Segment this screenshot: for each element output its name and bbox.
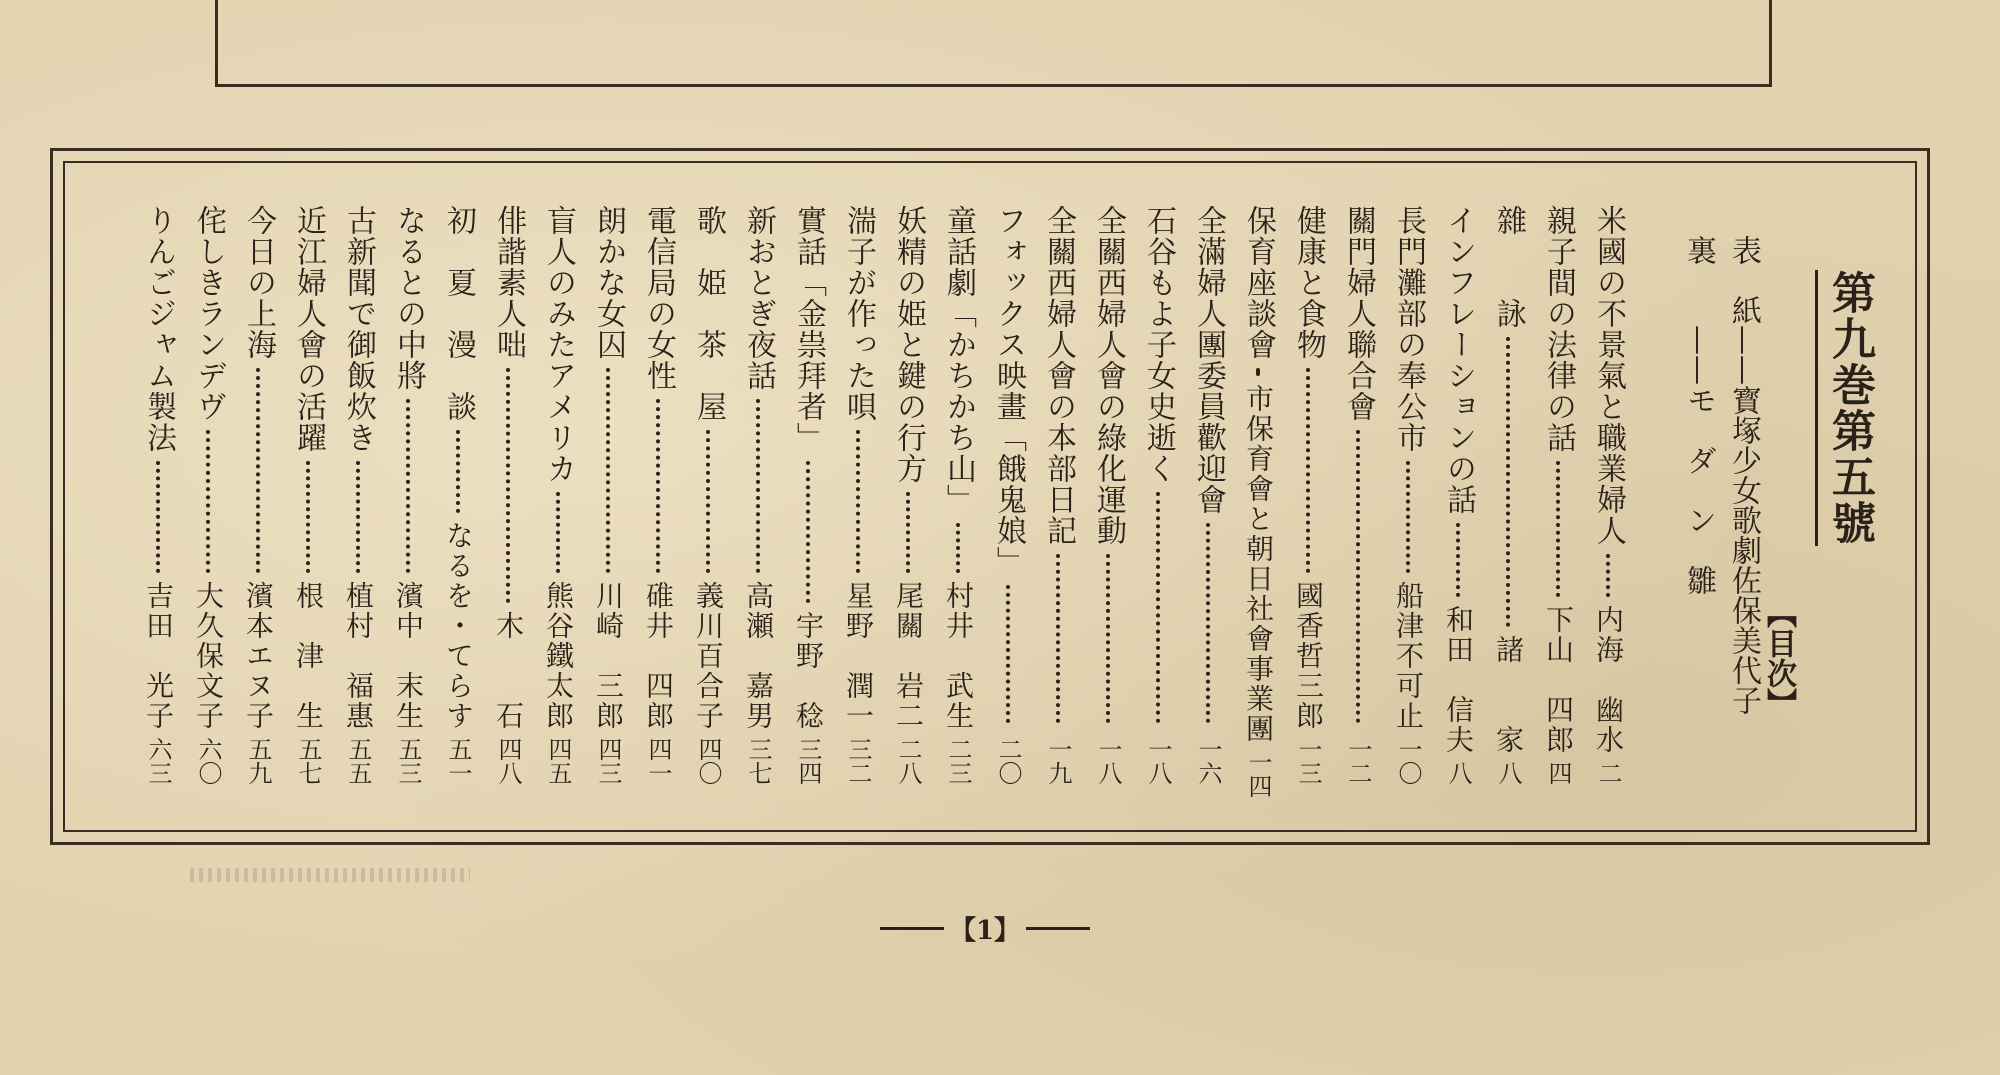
toc-entry-page: 五九 bbox=[244, 737, 272, 785]
toc-entry-leader-dots bbox=[606, 368, 610, 573]
toc-entry-title: 關門婦人聯合會 bbox=[1341, 205, 1376, 422]
toc-entry-title: 侘しきランデヴ bbox=[191, 205, 226, 422]
toc-entry-author: 宇野 稔 bbox=[792, 611, 825, 731]
toc-entry-author: 木 石 bbox=[492, 611, 525, 731]
toc-entry bbox=[1490, 205, 1526, 785]
toc-entry bbox=[1440, 205, 1476, 785]
toc-entry-title: インフレーションの話 bbox=[1441, 205, 1476, 515]
toc-entry-page: 八 bbox=[1494, 761, 1522, 785]
toc-entry bbox=[1190, 205, 1226, 785]
cover-front-label: 表 紙 bbox=[1726, 235, 1761, 325]
toc-entry bbox=[290, 205, 326, 785]
toc-entry bbox=[590, 205, 626, 785]
toc-entry-title: 全關西婦人會の綠化運動 bbox=[1091, 205, 1126, 546]
toc-entry bbox=[190, 205, 226, 785]
toc-entry-title: 實話「金祟拜者」 bbox=[791, 205, 826, 453]
toc-entry bbox=[790, 205, 826, 785]
toc-entry-title: 古新聞で御飯炊き bbox=[341, 205, 376, 453]
toc-entry-author: 高瀬 嘉男 bbox=[742, 581, 775, 731]
toc-entry-page: 三四 bbox=[794, 737, 822, 785]
toc-entry-title: 雜 詠 bbox=[1491, 205, 1526, 329]
toc-entry bbox=[1240, 205, 1276, 798]
toc-entry-leader-dots bbox=[1506, 337, 1510, 627]
toc-entry-author: 諸 家 bbox=[1492, 635, 1525, 755]
issue-title: 第九巻第五號 bbox=[1815, 270, 1876, 546]
toc-entry-title: 親子間の法律の話 bbox=[1541, 205, 1576, 453]
toc-entry bbox=[1390, 205, 1426, 785]
toc-entry-title: 今日の上海 bbox=[241, 205, 276, 360]
toc-entry-page: 三二 bbox=[844, 737, 872, 785]
toc-entry-leader-dots bbox=[906, 492, 910, 573]
toc-entry-title: 朗かな女囚 bbox=[591, 205, 626, 360]
toc-entry-author: 濱本エヌ子 bbox=[242, 581, 275, 731]
toc-entry bbox=[390, 205, 426, 785]
toc-entry-leader-dots bbox=[1306, 368, 1310, 573]
toc-entry bbox=[340, 205, 376, 785]
toc-entry-leader-dots bbox=[1006, 585, 1010, 723]
toc-entry-page: 五五 bbox=[344, 737, 372, 785]
toc-entry-page: 三七 bbox=[744, 737, 772, 785]
toc-entry-author: 川崎 三郎 bbox=[592, 581, 625, 731]
toc-entry-page: 二三 bbox=[944, 737, 972, 785]
toc-entry bbox=[1140, 205, 1176, 785]
toc-entry-author: 熊谷鐵太郎 bbox=[542, 581, 575, 731]
toc-label: 【目次】 bbox=[1761, 598, 1796, 718]
toc-entry-leader-dots bbox=[1156, 492, 1160, 723]
toc-entry-page: 二八 bbox=[894, 737, 922, 785]
toc-entry-page: 五一 bbox=[444, 737, 472, 785]
toc-entry-leader-dots bbox=[1256, 368, 1260, 376]
toc-entry bbox=[1340, 205, 1376, 785]
toc-entry-author: 吉田 光子 bbox=[142, 581, 175, 731]
toc-entry-author: 村井 武生 bbox=[942, 581, 975, 731]
toc-entry-leader-dots bbox=[1456, 523, 1460, 597]
cover-back-text: モ ダ ン 雛 bbox=[1681, 385, 1716, 595]
toc-entry-leader-dots bbox=[456, 430, 460, 513]
toc-entry-title: 近江婦人會の活躍 bbox=[291, 205, 326, 453]
toc-entry bbox=[1290, 205, 1326, 785]
toc-entry-title: 保育座談會 bbox=[1241, 205, 1276, 360]
toc-entry-title: 米國の不景氣と職業婦人 bbox=[1591, 205, 1626, 546]
toc-entry-title: 盲人のみたアメリカ bbox=[541, 205, 576, 484]
toc-entry-leader-dots bbox=[256, 368, 260, 573]
page-number-rule-left bbox=[880, 927, 944, 930]
toc-entry-page: 一〇 bbox=[1394, 737, 1422, 785]
toc-entry bbox=[490, 205, 526, 785]
ink-smudge bbox=[190, 868, 470, 882]
toc-entry-leader-dots bbox=[1056, 554, 1060, 723]
toc-entry-page: 四 bbox=[1544, 761, 1572, 785]
toc-entry-title: 妖精の姫と鍵の行方 bbox=[891, 205, 926, 484]
toc-entry-leader-dots bbox=[506, 368, 510, 603]
toc-entry bbox=[540, 205, 576, 785]
toc-entry-author: 船津不可止 bbox=[1392, 581, 1425, 731]
toc-entry bbox=[990, 205, 1026, 785]
toc-entry-author: 内海 幽水 bbox=[1592, 605, 1625, 755]
page-number bbox=[880, 908, 1090, 948]
toc-entry-page: 一二 bbox=[1344, 737, 1372, 785]
toc-entry-title: 童話劇「かちかち山」 bbox=[941, 205, 976, 515]
toc-entry-leader-dots bbox=[706, 430, 710, 573]
toc-entry-leader-dots bbox=[1356, 430, 1360, 723]
toc-entry bbox=[1590, 205, 1626, 785]
toc-entry-author: 和田 信夫 bbox=[1442, 605, 1475, 755]
page-number-label: 【1】 bbox=[949, 915, 1021, 946]
toc-entry-author: 國香哲三郎 bbox=[1292, 581, 1325, 731]
toc-entry-page: 一八 bbox=[1094, 737, 1122, 785]
toc-entry bbox=[1540, 205, 1576, 785]
toc-entry-title: 全滿婦人團委員歡迎會 bbox=[1191, 205, 1226, 515]
toc-entry-author: 根 津 生 bbox=[292, 581, 325, 731]
toc-entry-author: 星野 潤一 bbox=[842, 581, 875, 731]
toc-entry-page: 六〇 bbox=[194, 737, 222, 785]
toc-entry bbox=[890, 205, 926, 785]
toc-entry-author: なるを・てらす bbox=[442, 521, 475, 731]
toc-entry bbox=[1040, 205, 1076, 785]
toc-entry-author: 碓井 四郎 bbox=[642, 581, 675, 731]
toc-entry bbox=[1090, 205, 1126, 785]
toc-entry-leader-dots bbox=[1106, 554, 1110, 723]
toc-entry-title: 新おとぎ夜話 bbox=[741, 205, 776, 391]
toc-entry-title: 初 夏 漫 談 bbox=[441, 205, 476, 422]
toc-entry-author: 下山 四郎 bbox=[1542, 605, 1575, 755]
toc-entry-leader-dots bbox=[1406, 461, 1410, 573]
toc-entry-page: 一四 bbox=[1244, 750, 1272, 798]
toc-entry-page: 一六 bbox=[1194, 737, 1222, 785]
toc-entry-leader-dots bbox=[956, 523, 960, 573]
toc-entry bbox=[440, 205, 476, 785]
toc-entry-leader-dots bbox=[756, 399, 760, 573]
toc-entry bbox=[240, 205, 276, 785]
cover-front-text: 寳塚少女歌劇佐保美代子 bbox=[1726, 385, 1761, 715]
toc-entry bbox=[640, 205, 676, 785]
toc-entry-author: 大久保文子 bbox=[192, 581, 225, 731]
toc-entry bbox=[140, 205, 176, 785]
toc-entry bbox=[840, 205, 876, 785]
toc-entry-leader-dots bbox=[206, 430, 210, 573]
cover-back-line bbox=[1680, 235, 1716, 595]
toc-entry-title: フォックス映畫「餓鬼娘」 bbox=[991, 205, 1026, 577]
toc-entry-page: 四五 bbox=[544, 737, 572, 785]
toc-entry-page: 一三 bbox=[1294, 737, 1322, 785]
page-number-rule-right bbox=[1026, 927, 1090, 930]
toc-entry-title: 石谷もよ子女史逝く bbox=[1141, 205, 1176, 484]
toc-entry-title: りんごジャム製法 bbox=[141, 205, 176, 453]
toc-entry-leader-dots bbox=[656, 399, 660, 573]
toc-entry-page: 八 bbox=[1444, 761, 1472, 785]
toc-entry-page: 五七 bbox=[294, 737, 322, 785]
cover-back-dash: —— bbox=[1681, 325, 1716, 385]
toc-entry-leader-dots bbox=[1606, 554, 1610, 597]
cover-front-dash: —— bbox=[1726, 325, 1761, 385]
cover-back-label: 裏 bbox=[1681, 235, 1716, 265]
toc-entry-page: 二 bbox=[1594, 761, 1622, 785]
toc-entry-title: 全關西婦人會の本部日記 bbox=[1041, 205, 1076, 546]
toc-entry-page: 四〇 bbox=[694, 737, 722, 785]
toc-entry-page: 二〇 bbox=[994, 737, 1022, 785]
toc-entry-page: 一八 bbox=[1144, 737, 1172, 785]
toc-entry-title: 湍子が作った唄 bbox=[841, 205, 876, 422]
toc-entry-leader-dots bbox=[306, 461, 310, 573]
toc-entry-title: 俳諧素人咄 bbox=[491, 205, 526, 360]
toc-entry-title: 電信局の女性 bbox=[641, 205, 676, 391]
toc-entry bbox=[690, 205, 726, 785]
cover-front-line bbox=[1725, 235, 1761, 715]
toc-entry-author: 植村 福惠 bbox=[342, 581, 375, 731]
toc-entry-leader-dots bbox=[856, 430, 860, 573]
toc-entry-leader-dots bbox=[1206, 523, 1210, 723]
toc-entry-leader-dots bbox=[556, 492, 560, 573]
toc-entry-page: 四一 bbox=[644, 737, 672, 785]
toc-entry-title: なるとの中將 bbox=[391, 205, 426, 391]
toc-entry-leader-dots bbox=[406, 399, 410, 573]
toc-entry-leader-dots bbox=[1556, 461, 1560, 597]
toc-entry-title: 歌 姫 茶 屋 bbox=[691, 205, 726, 422]
toc-entry-page: 一九 bbox=[1044, 737, 1072, 785]
toc-entry-title: 長門灘部の奉公市 bbox=[1391, 205, 1426, 453]
toc-entry-page: 四三 bbox=[594, 737, 622, 785]
toc-entry-author: 義川百合子 bbox=[692, 581, 725, 731]
toc-entry bbox=[940, 205, 976, 785]
toc-entry-leader-dots bbox=[156, 461, 160, 573]
toc-entry-leader-dots bbox=[356, 461, 360, 573]
toc-entry-author: 尾關 岩二 bbox=[892, 581, 925, 731]
toc-entry-author: 市保育會と朝日社會事業團 bbox=[1242, 384, 1275, 744]
toc-entry-page: 四八 bbox=[494, 737, 522, 785]
toc-entry bbox=[740, 205, 776, 785]
toc-entry-page: 六三 bbox=[144, 737, 172, 785]
toc-entry-page: 五三 bbox=[394, 737, 422, 785]
toc-entry-leader-dots bbox=[806, 461, 810, 603]
top-frame-box bbox=[215, 0, 1772, 87]
toc-entry-title: 健康と食物 bbox=[1291, 205, 1326, 360]
toc-entry-author: 濱中 末生 bbox=[392, 581, 425, 731]
